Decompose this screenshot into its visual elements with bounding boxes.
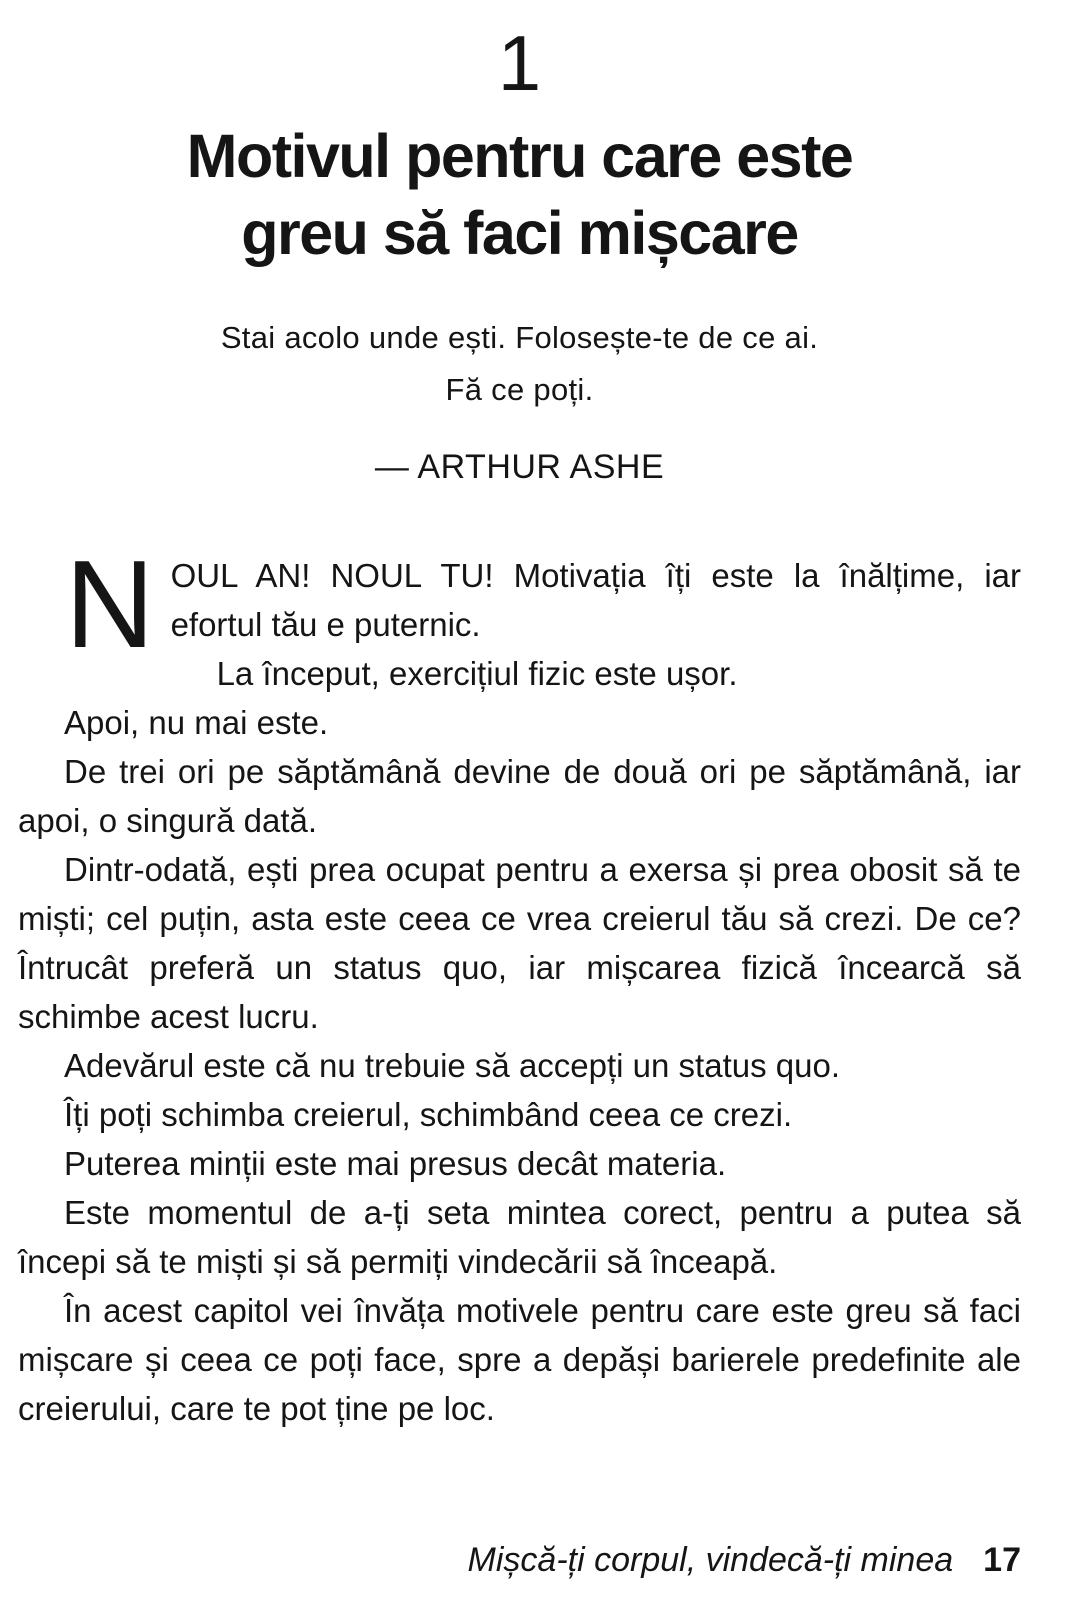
body-paragraph: Adevărul este că nu trebuie să accepți un status quo. xyxy=(64,1046,840,1084)
body-paragraph: De trei ori pe săptămână devine de două ori pe săptămână, iar apoi, o singură dată. xyxy=(18,752,1021,839)
body-text xyxy=(18,535,1021,1433)
epigraph-attribution: — ARTHUR ASHE xyxy=(374,447,665,486)
body-paragraph: Apoi, nu mai este. xyxy=(64,703,329,741)
epigraph-line2: Fă ce poți. xyxy=(445,371,594,407)
drop-cap: N xyxy=(65,535,155,674)
body-paragraph: Este momentul de a-ți seta mintea corect, pentru a putea să începi să te miști și să permiți vindecării să înceapă. xyxy=(18,1193,1021,1280)
page-footer xyxy=(18,1541,1021,1586)
opening-paragraph-text: OUL AN! NOUL TU! Motivația îți este la înălțime, iar efortul tău e puternic. xyxy=(170,556,1021,643)
running-title: Mișcă-ți corpul, vindecă-ți minea xyxy=(467,1541,954,1579)
body-paragraph: Îți poți schimba creierul, schimbând ceea ce crezi. xyxy=(64,1095,793,1133)
chapter-number: 1 xyxy=(497,19,542,107)
chapter-title-line1: Motivul pentru care este xyxy=(186,122,853,190)
epigraph xyxy=(18,312,1021,416)
chapter-title xyxy=(18,118,1021,272)
epigraph-line1: Stai acolo unde ești. Folosește-te de ce ai. xyxy=(220,319,819,355)
page-number: 17 xyxy=(983,1541,1021,1579)
body-paragraph: În acest capitol vei învăța motivele pentru care este greu să faci mișcare și ceea ce poți face, spre a depăși barierele predefinite ale creierului, care te pot ține pe loc. xyxy=(18,1291,1021,1427)
body-paragraph: La început, exercițiul fizic este ușor. xyxy=(216,654,738,692)
body-paragraph: Puterea minții este mai presus decât materia. xyxy=(64,1144,727,1182)
body-paragraph: Dintr-odată, ești prea ocupat pentru a exersa și prea obosit să te miști; cel puțin, asta este ceea ce vrea creierul tău să crezi. De ce? Întrucât preferă un status quo, iar mișcarea fizică încearcă să schimbe acest lucru. xyxy=(18,850,1021,1035)
chapter-title-line2: greu să faci mișcare xyxy=(241,198,798,267)
